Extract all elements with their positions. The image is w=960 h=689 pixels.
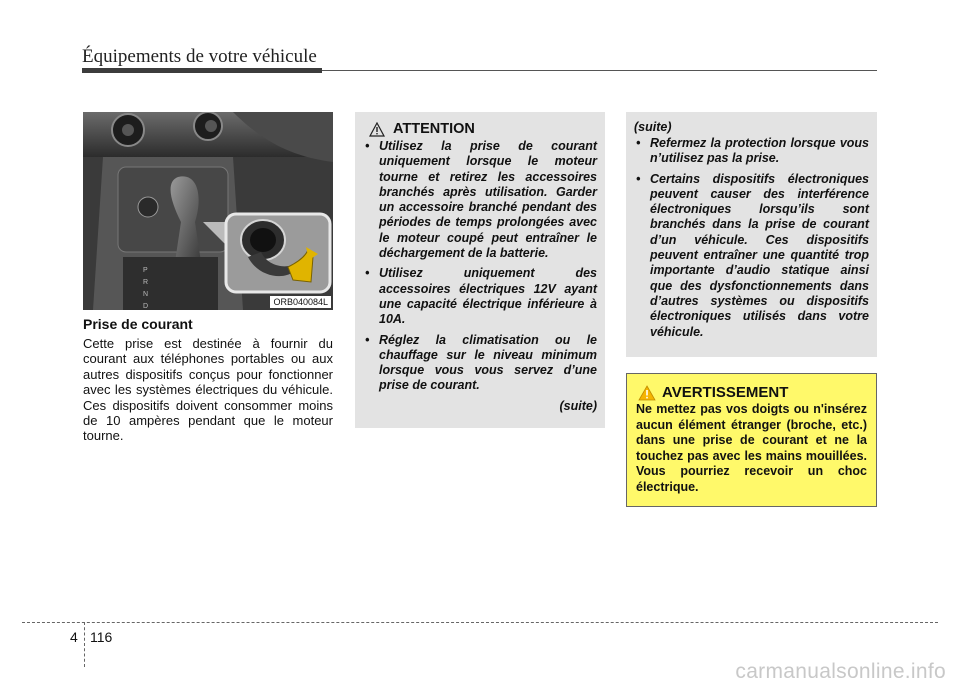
continued-label: (suite) <box>559 398 597 413</box>
warning-triangle-icon <box>638 385 656 401</box>
figure-code: ORB040084L <box>270 296 331 308</box>
page-header-title: Équipements de votre véhicule <box>82 46 317 67</box>
continued-label: (suite) <box>634 120 672 134</box>
header-rule-accent <box>82 68 322 73</box>
caution-list <box>363 139 597 394</box>
caution-continued-box <box>626 112 877 357</box>
caution-triangle-icon <box>369 122 385 137</box>
watermark: carmanualsonline.info <box>735 660 946 683</box>
warning-title: AVERTISSEMENT <box>662 384 789 401</box>
list-item: • Utilisez la prise de courant uniquement lorsque le moteur tourne et retirez les accessoires branchés après utilisation. Garder un accessoire branché pendant des périodes de temps prolongées avec le moteur coupé peut entraîner le déchargement de la batterie. <box>365 139 597 261</box>
chapter-number: 4 <box>70 629 78 645</box>
shifter-letter-n: N <box>143 291 149 298</box>
warning-box <box>626 373 877 507</box>
list-item: • Certains dispositifs électroniques peuvent causer des interférence électroniques lorsqu’ils sont branchés dans la prise de courant d’un véhicule. Ces dispositifs peuvent entraîner une quantité trop importante d’audio statique ainsi que des dysfonctionnements dans d’autres systèmes ou dispositifs électroniques utilisés dans votre véhicule. <box>636 171 869 339</box>
shifter-letter-d: D <box>143 303 149 310</box>
shifter-letter-r: R <box>143 279 149 286</box>
list-item: • Utilisez uniquement des accessoires électriques 12V ayant une capacité électrique inférieure à 10A. <box>365 266 597 327</box>
caution-continued-list <box>634 136 869 340</box>
section-title: Prise de courant <box>83 316 193 332</box>
console-photo <box>83 112 333 310</box>
caution-title: ATTENTION <box>393 121 475 137</box>
list-item: • Réglez la climatisation ou le chauffage sur le niveau minimum lorsque vous vous servez d’une prise de courant. <box>365 332 597 393</box>
section-body: Cette prise est destinée à fournir du courant aux téléphones portables ou aux autres dispositifs conçus pour fonctionner avec les systèmes électriques du véhicule. Ces dispositifs doivent consommer moins de 10 ampères pendant que le moteur tourne. <box>83 336 333 444</box>
page-number: 116 <box>90 629 113 645</box>
console-illustration <box>83 112 333 310</box>
footer-divider <box>84 622 85 667</box>
warning-text: Ne mettez pas vos doigts ou n'insérez aucun élément étranger (broche, etc.) dans une prise de courant et ne la touchez pas avec les mains mouillées. Vous pourriez recevoir un choc électrique. <box>636 402 867 494</box>
shifter-letter-p: P <box>143 267 148 274</box>
caution-box <box>355 112 605 428</box>
footer-rule <box>22 622 938 623</box>
list-item: • Refermez la protection lorsque vous n’utilisez pas la prise. <box>636 136 869 166</box>
